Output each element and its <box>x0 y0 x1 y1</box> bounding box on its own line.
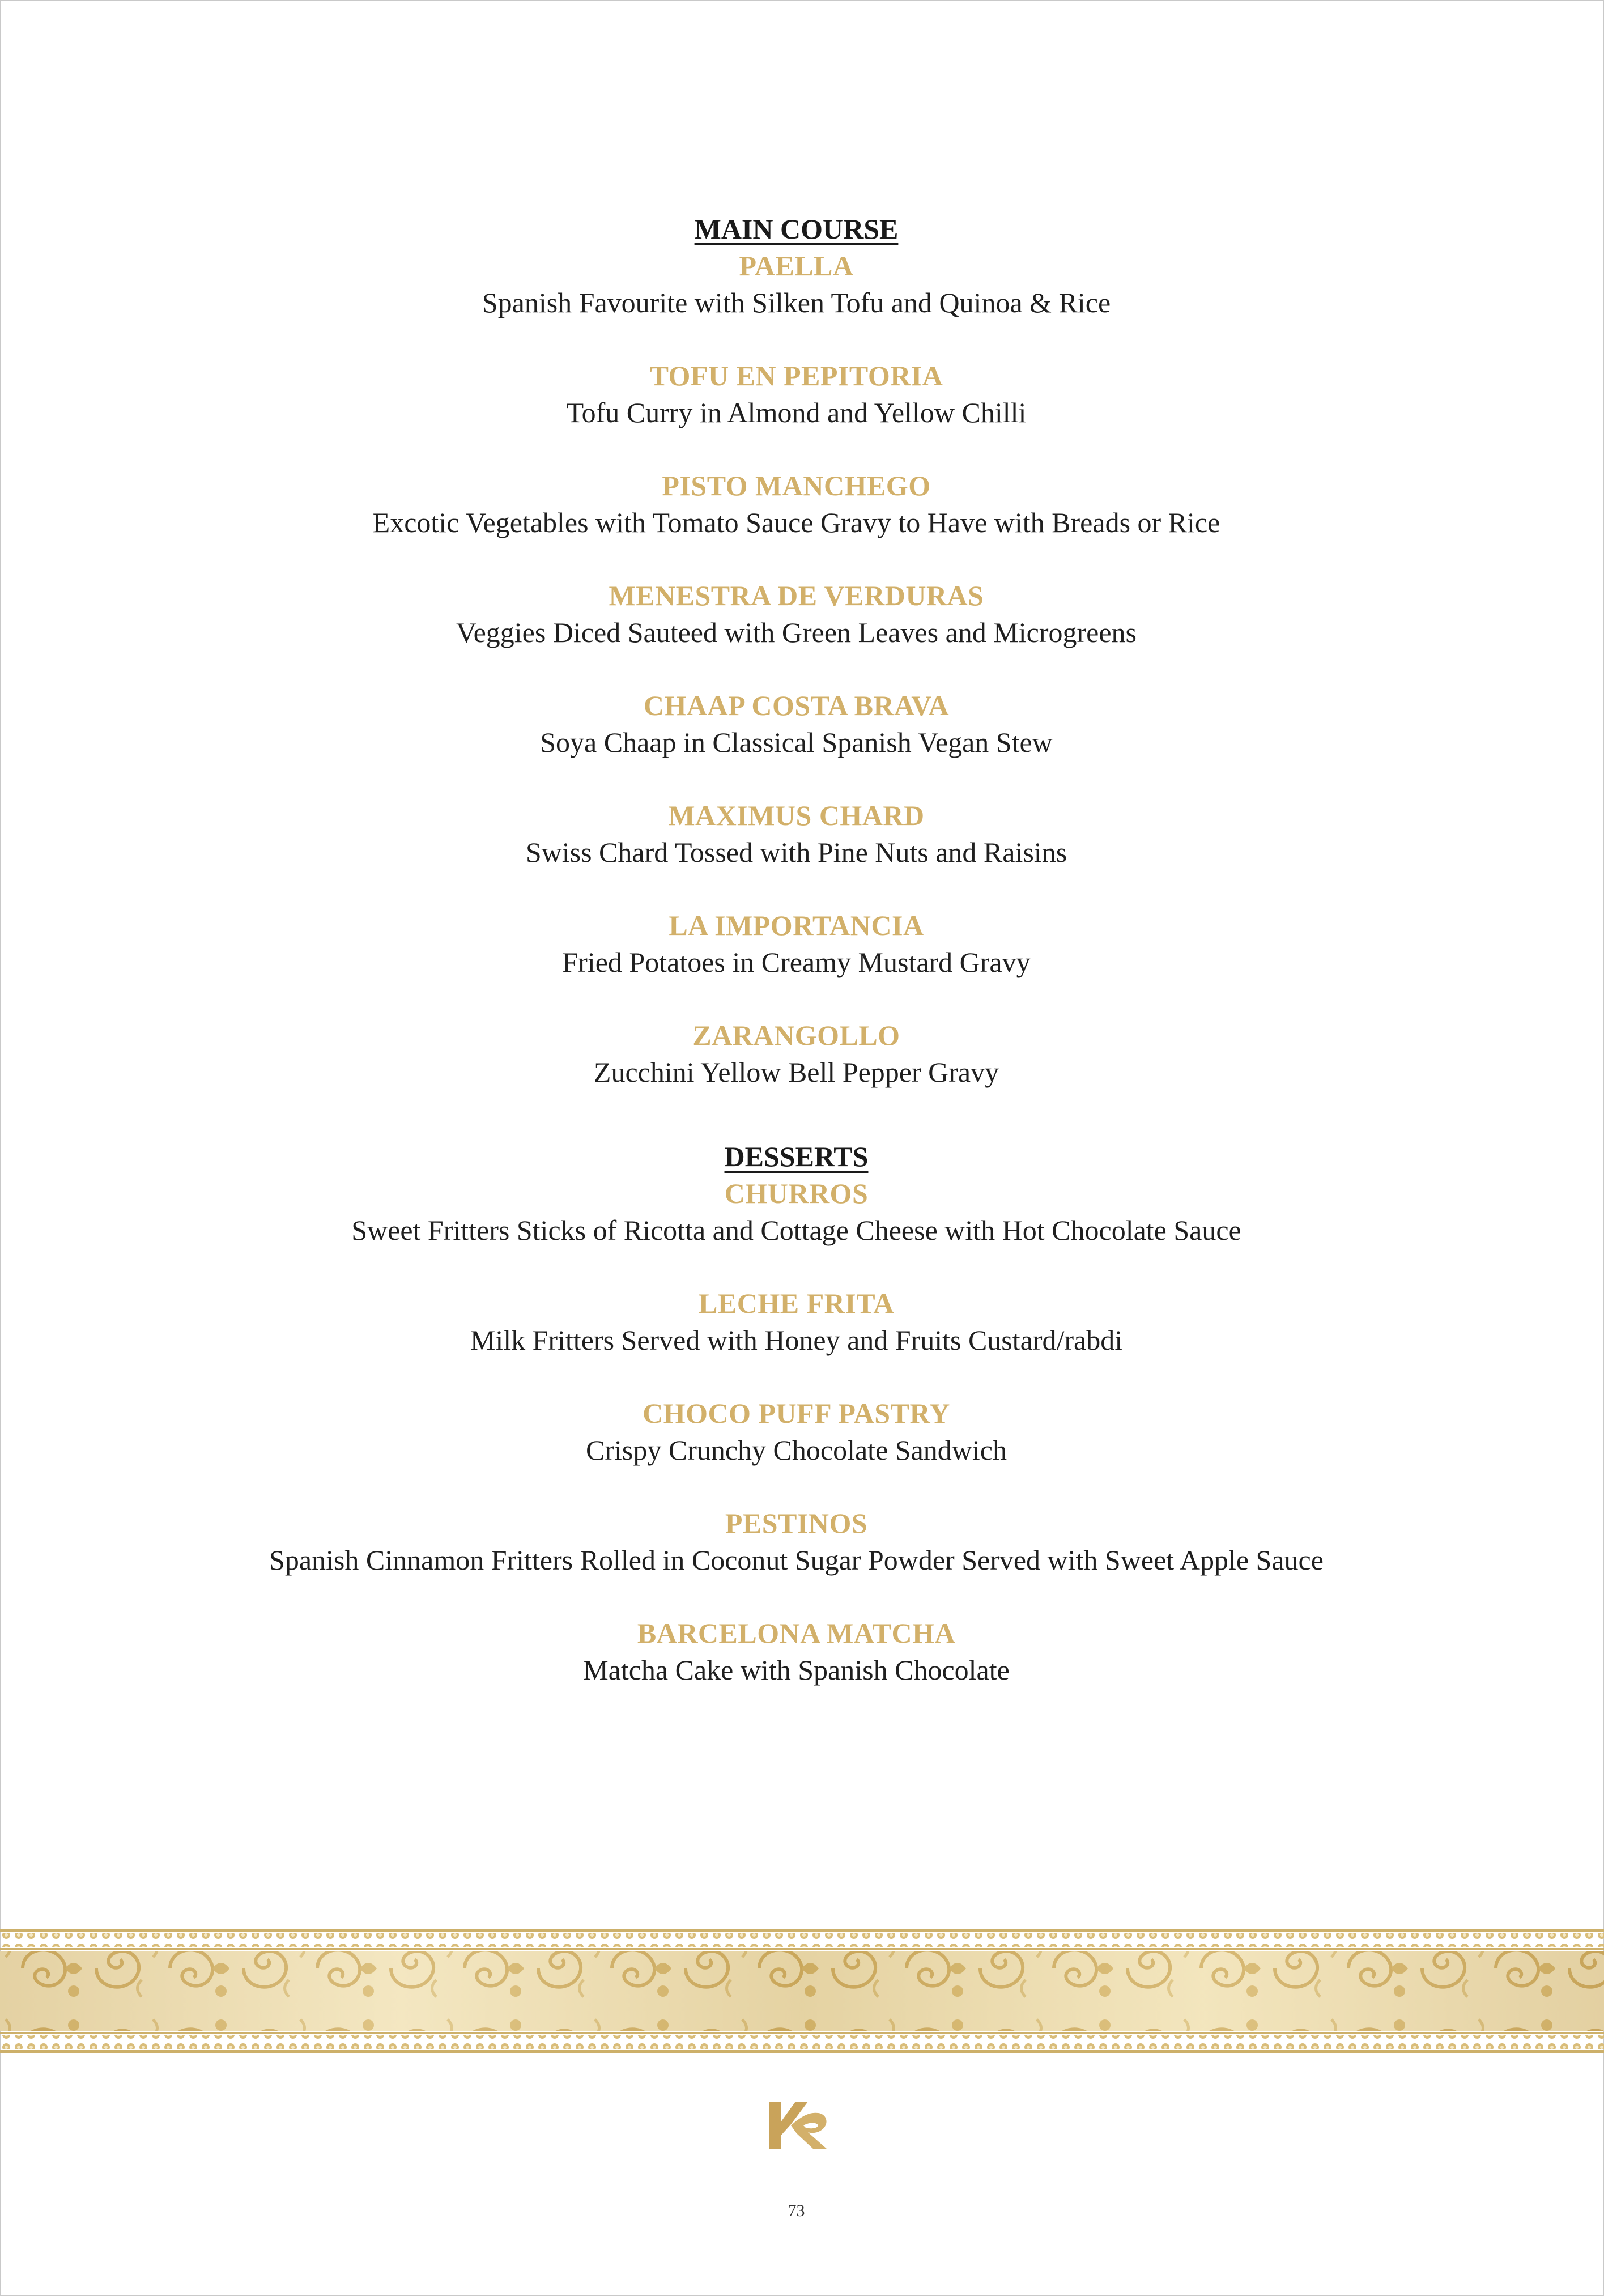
dish-description: Swiss Chard Tossed with Pine Nuts and Raisins <box>525 836 1067 868</box>
dish-name: CHURROS <box>724 1177 869 1209</box>
desserts-section <box>0 1138 1593 1689</box>
dish-name: CHAAP COSTA BRAVA <box>643 690 950 721</box>
menu-item <box>0 1505 1593 1579</box>
menu-item <box>0 1615 1593 1689</box>
dish-description: Veggies Diced Sauteed with Green Leaves and Microgreens <box>456 616 1137 648</box>
dish-name: LECHE FRITA <box>699 1287 894 1319</box>
menu-content <box>0 211 1593 1689</box>
dish-description: Soya Chaap in Classical Spanish Vegan Stew <box>540 726 1053 758</box>
dish-description: Milk Fritters Served with Honey and Fruits Custard/rabdi <box>470 1324 1123 1356</box>
page-number: 73 <box>788 2201 805 2220</box>
menu-item <box>0 797 1593 871</box>
menu-item <box>0 1175 1593 1249</box>
dish-description: Crispy Crunchy Chocolate Sandwich <box>586 1434 1007 1466</box>
menu-item <box>0 577 1593 651</box>
menu-item <box>0 1017 1593 1091</box>
dish-name: LA IMPORTANCIA <box>669 909 924 941</box>
desserts-heading: DESSERTS <box>724 1141 869 1172</box>
dish-name: PISTO MANCHEGO <box>662 470 931 501</box>
dish-name: CHOCO PUFF PASTRY <box>643 1397 950 1429</box>
dish-description: Fried Potatoes in Creamy Mustard Gravy <box>562 946 1031 978</box>
menu-item <box>0 907 1593 981</box>
menu-item <box>0 358 1593 431</box>
dish-description: Spanish Cinnamon Fritters Rolled in Coconut Sugar Powder Served with Sweet Apple Sauce <box>269 1544 1324 1576</box>
dish-name: PAELLA <box>739 250 854 282</box>
main-course-heading: MAIN COURSE <box>694 213 899 245</box>
dish-description: Matcha Cake with Spanish Chocolate <box>583 1654 1010 1686</box>
menu-item <box>0 1285 1593 1359</box>
dish-name: MAXIMUS CHARD <box>668 800 925 831</box>
dish-description: Zucchini Yellow Bell Pepper Gravy <box>593 1056 999 1088</box>
kr-monogram-icon <box>768 2099 831 2152</box>
dish-name: ZARANGOLLO <box>692 1019 900 1051</box>
menu-item <box>0 687 1593 761</box>
dish-name: TOFU EN PEPITORIA <box>649 360 943 392</box>
dish-description: Tofu Curry in Almond and Yellow Chilli <box>566 397 1027 428</box>
dish-description: Sweet Fritters Sticks of Ricotta and Cottage Cheese with Hot Chocolate Sauce <box>351 1214 1241 1246</box>
dish-description: Excotic Vegetables with Tomato Sauce Gravy to Have with Breads or Rice <box>372 507 1220 538</box>
menu-item <box>0 248 1593 321</box>
dish-name: BARCELONA MATCHA <box>637 1617 956 1649</box>
dish-description: Spanish Favourite with Silken Tofu and Quinoa & Rice <box>482 287 1111 318</box>
dish-name: PESTINOS <box>725 1507 868 1539</box>
main-course-section <box>0 211 1593 1091</box>
gold-paisley-border <box>0 1929 1604 2053</box>
menu-item <box>0 467 1593 541</box>
menu-item <box>0 1395 1593 1469</box>
dish-name: MENESTRA DE VERDURAS <box>609 580 984 611</box>
